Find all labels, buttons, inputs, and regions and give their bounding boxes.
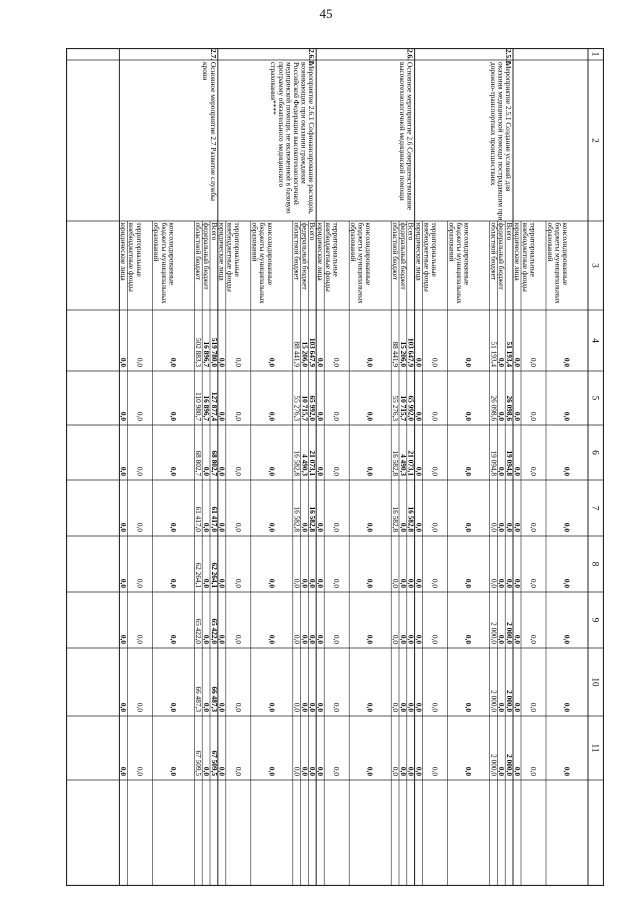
budget-table	[66, 48, 604, 886]
value-cell: 0,0	[464, 578, 474, 588]
value-cell: 0,0	[464, 634, 474, 644]
value-cell: 0,0	[430, 466, 440, 476]
value-cell: 0,0	[562, 411, 572, 421]
value-cell: 0,0	[217, 702, 227, 712]
value-cell: 0,0	[332, 578, 342, 588]
value-cell: 16 582,8	[391, 506, 400, 532]
value-cell: 2 000,0	[489, 690, 499, 712]
value-cell: 0,0	[292, 634, 302, 644]
value-cell: 65 992,0	[406, 395, 416, 421]
value-cell: 0,0	[529, 634, 538, 644]
item-code: 2.6.1.	[307, 49, 317, 66]
value-cell: 0,0	[292, 578, 302, 588]
value-cell: 0,0	[168, 357, 178, 367]
value-cell: 0,0	[497, 634, 507, 644]
value-cell: 21 073,1	[308, 450, 318, 476]
source-label: Всего	[505, 222, 514, 241]
value-cell: 0,0	[233, 578, 243, 588]
value-cell: 0,0	[135, 766, 145, 776]
source-label: бюджеты муниципальных	[553, 222, 563, 304]
value-cell: 0,0	[316, 702, 325, 712]
value-cell: 0,0	[308, 634, 318, 644]
value-cell: 0,0	[217, 411, 227, 421]
source-label: образований	[349, 222, 358, 262]
value-cell: 55 276,3	[292, 395, 302, 421]
value-cell: 0,0	[398, 766, 408, 776]
value-cell: 0,0	[202, 466, 211, 476]
value-cell: 0,0	[316, 466, 325, 476]
value-cell: 127 877,4	[209, 391, 219, 421]
rotated-page	[66, 48, 604, 886]
value-cell: 0,0	[332, 522, 342, 532]
value-cell: 0,0	[497, 522, 507, 532]
page-number: 45	[319, 6, 333, 21]
value-cell: 0,0	[562, 357, 572, 367]
source-label: консолидированные	[167, 222, 177, 286]
value-cell: 0,0	[398, 702, 408, 712]
value-cell: 0,0	[430, 766, 440, 776]
source-label: областной бюджет	[391, 222, 400, 281]
value-cell: 2 000,0	[489, 754, 499, 776]
value-cell: 110 980,7	[194, 392, 204, 421]
value-cell: 0,0	[168, 766, 178, 776]
value-cell: 502 883,3	[194, 337, 204, 367]
value-cell: 0,0	[308, 702, 318, 712]
value-cell: 0,0	[119, 466, 129, 476]
column-header-3: 3	[590, 263, 601, 268]
value-cell: 0,0	[202, 522, 211, 532]
value-cell: 4 490,3	[300, 454, 310, 476]
source-label: образований	[152, 222, 162, 262]
value-cell: 65 422,0	[209, 618, 219, 644]
value-cell: 0,0	[391, 702, 400, 712]
source-label: юридические лица	[217, 222, 227, 281]
source-label: Всего	[406, 222, 416, 241]
value-cell: 2 000,0	[505, 690, 514, 712]
source-label: юридические лица	[119, 222, 129, 281]
item-name: высокотехнологичной медицинской помощи	[398, 62, 407, 201]
value-cell: 0,0	[267, 578, 277, 588]
value-cell: 0,0	[529, 578, 538, 588]
value-cell: 66 487,3	[194, 686, 204, 712]
value-cell: 4 490,3	[398, 454, 408, 476]
value-cell: 68 802,7	[209, 450, 219, 476]
value-cell: 0,0	[217, 766, 227, 776]
value-cell: 0,0	[414, 766, 424, 776]
value-cell: 0,0	[332, 766, 342, 776]
value-cell: 0,0	[168, 578, 178, 588]
value-cell: 0,0	[267, 522, 277, 532]
value-cell: 21 073,1	[406, 450, 416, 476]
value-cell: 0,0	[529, 411, 538, 421]
value-cell: 0,0	[233, 522, 243, 532]
item-code: 2.7.	[208, 49, 218, 60]
value-cell: 0,0	[391, 578, 400, 588]
value-cell: 0,0	[308, 578, 318, 588]
value-cell: 0,0	[267, 702, 277, 712]
value-cell: 0,0	[512, 578, 522, 588]
value-cell: 0,0	[529, 702, 538, 712]
value-cell: 0,0	[135, 411, 145, 421]
value-cell: 88 441,9	[292, 341, 302, 367]
value-cell: 0,0	[414, 357, 424, 367]
value-cell: 0,0	[267, 766, 277, 776]
value-cell: 0,0	[464, 466, 474, 476]
source-label: областной бюджет	[489, 222, 499, 281]
source-label: областной бюджет	[194, 222, 204, 281]
source-label: образований	[545, 222, 555, 262]
value-cell: 0,0	[464, 702, 474, 712]
source-label: федеральный бюджет	[202, 222, 211, 290]
value-cell: 0,0	[267, 634, 277, 644]
source-label: образований	[447, 222, 457, 262]
value-cell: 10 715,7	[398, 395, 408, 421]
value-cell: 0,0	[135, 578, 145, 588]
value-cell: 0,0	[168, 634, 178, 644]
source-label: территориальные	[134, 222, 144, 277]
value-cell: 0,0	[332, 634, 342, 644]
value-cell: 62 264,1	[209, 562, 219, 588]
value-cell: 0,0	[217, 466, 227, 476]
value-cell: 0,0	[562, 702, 572, 712]
source-label: юридические лица	[512, 222, 522, 281]
value-cell: 2 000,0	[489, 622, 499, 644]
value-cell: 0,0	[217, 634, 227, 644]
value-cell: 0,0	[365, 411, 375, 421]
source-label: консолидированные	[265, 222, 275, 286]
value-cell: 16 896,7	[202, 395, 211, 421]
value-cell: 0,0	[512, 766, 522, 776]
source-label: бюджеты муниципальных	[159, 222, 169, 304]
value-cell: 0,0	[300, 634, 310, 644]
value-cell: 0,0	[332, 466, 342, 476]
value-cell: 0,0	[414, 522, 424, 532]
value-cell: 15 206,0	[398, 341, 408, 367]
value-cell: 0,0	[316, 766, 325, 776]
value-cell: 0,0	[489, 578, 499, 588]
value-cell: 0,0	[562, 578, 572, 588]
value-cell: 0,0	[529, 357, 538, 367]
item-code: 2.6.	[405, 49, 415, 60]
column-header-11: 11	[590, 743, 601, 753]
value-cell: 0,0	[135, 522, 145, 532]
source-label: консолидированные	[364, 222, 374, 286]
value-cell: 0,0	[365, 357, 375, 367]
item-name: Российской Федерации высокотехнологичной	[292, 62, 301, 205]
value-cell: 0,0	[365, 702, 375, 712]
value-cell: 0,0	[365, 466, 375, 476]
value-cell: 0,0	[505, 522, 514, 532]
value-cell: 0,0	[398, 634, 408, 644]
source-label: федеральный бюджет	[300, 222, 310, 290]
value-cell: 0,0	[464, 766, 474, 776]
value-cell: 0,0	[202, 634, 211, 644]
value-cell: 0,0	[119, 702, 129, 712]
source-label: федеральный бюджет	[398, 222, 408, 290]
value-cell: 0,0	[365, 766, 375, 776]
item-name: Основное мероприятие 2.7 Развитие службы	[208, 62, 218, 201]
value-cell: 0,0	[119, 766, 129, 776]
value-cell: 0,0	[292, 766, 302, 776]
source-label: внебюджетные фонды	[520, 222, 530, 292]
value-cell: 66 487,3	[209, 686, 219, 712]
column-header-10: 10	[590, 677, 601, 687]
value-cell: 0,0	[233, 357, 243, 367]
value-cell: 0,0	[398, 578, 408, 588]
source-label: внебюджетные фонды	[127, 222, 137, 292]
value-cell: 0,0	[414, 578, 424, 588]
value-cell: 19 094,8	[505, 450, 514, 476]
source-label: образований	[250, 222, 260, 262]
value-cell: 0,0	[406, 578, 416, 588]
item-name: Мероприятие 2.5.1 Создание условий для	[504, 62, 513, 192]
source-label: территориальные	[233, 222, 243, 277]
value-cell: 0,0	[365, 578, 375, 588]
value-cell: 0,0	[316, 411, 325, 421]
column-header-9: 9	[590, 617, 601, 623]
value-cell: 62 264,1	[194, 562, 204, 588]
value-cell: 0,0	[267, 357, 277, 367]
column-header-8: 8	[590, 561, 601, 567]
value-cell: 0,0	[497, 578, 507, 588]
value-cell: 0,0	[233, 634, 243, 644]
value-cell: 0,0	[233, 702, 243, 712]
value-cell: 0,0	[217, 357, 227, 367]
value-cell: 0,0	[414, 411, 424, 421]
value-cell: 0,0	[135, 466, 145, 476]
value-cell: 0,0	[217, 578, 227, 588]
value-cell: 0,0	[398, 522, 408, 532]
value-cell: 0,0	[119, 522, 129, 532]
value-cell: 68 802,7	[194, 450, 204, 476]
value-cell: 0,0	[168, 702, 178, 712]
column-header-2: 2	[590, 138, 601, 143]
value-cell: 0,0	[332, 702, 342, 712]
value-cell: 0,0	[529, 522, 538, 532]
value-cell: 0,0	[391, 766, 400, 776]
value-cell: 0,0	[316, 522, 325, 532]
value-cell: 0,0	[562, 766, 572, 776]
value-cell: 10 715,7	[300, 395, 310, 421]
item-name: Мероприятие 2.6.1 Софинансирование расходов,	[307, 62, 317, 214]
value-cell: 0,0	[119, 634, 129, 644]
value-cell: 0,0	[267, 411, 277, 421]
source-label: бюджеты муниципальных	[455, 222, 464, 304]
value-cell: 0,0	[135, 634, 145, 644]
value-cell: 0,0	[332, 357, 342, 367]
value-cell: 0,0	[497, 766, 507, 776]
value-cell: 0,0	[512, 411, 522, 421]
value-cell: 0,0	[430, 702, 440, 712]
value-cell: 67 509,5	[209, 750, 219, 776]
value-cell: 0,0	[430, 357, 440, 367]
value-cell: 0,0	[119, 411, 129, 421]
item-name: Основное мероприятие 2.6 Совершенствование	[405, 62, 415, 210]
value-cell: 0,0	[464, 522, 474, 532]
value-cell: 0,0	[168, 466, 178, 476]
value-cell: 0,0	[119, 357, 129, 367]
column-header-5: 5	[590, 395, 601, 401]
item-code: 2.5.1.	[504, 49, 513, 66]
value-cell: 0,0	[562, 522, 572, 532]
value-cell: 0,0	[464, 357, 474, 367]
value-cell: 0,0	[300, 522, 310, 532]
value-cell: 0,0	[430, 411, 440, 421]
value-cell: 0,0	[168, 522, 178, 532]
value-cell: 55 276,3	[391, 395, 400, 421]
value-cell: 67 509,5	[194, 750, 204, 776]
value-cell: 0,0	[316, 357, 325, 367]
source-label: юридические лица	[414, 222, 424, 281]
value-cell: 0,0	[391, 634, 400, 644]
value-cell: 0,0	[529, 766, 538, 776]
value-cell: 0,0	[202, 702, 211, 712]
value-cell: 0,0	[529, 466, 538, 476]
value-cell: 0,0	[217, 522, 227, 532]
value-cell: 16 582,8	[391, 450, 400, 476]
value-cell: 0,0	[414, 466, 424, 476]
value-cell: 0,0	[316, 634, 325, 644]
source-label: Всего	[209, 222, 219, 241]
item-name: оказания медицинской помощи пострадавшим при	[496, 62, 506, 221]
value-cell: 61 417,0	[194, 506, 204, 532]
column-header-6: 6	[590, 450, 601, 455]
value-cell: 0,0	[497, 357, 507, 367]
value-cell: 0,0	[292, 702, 302, 712]
source-label: бюджеты муниципальных	[258, 222, 268, 304]
value-cell: 0,0	[505, 578, 514, 588]
source-label: территориальные	[331, 222, 341, 277]
value-cell: 26 098,6	[489, 395, 499, 421]
value-cell: 16 582,8	[406, 506, 416, 532]
source-label: внебюджетные фонды	[225, 222, 235, 292]
value-cell: 0,0	[202, 766, 211, 776]
source-label: юридические лица	[316, 222, 325, 281]
source-label: внебюджетные фонды	[422, 222, 432, 292]
value-cell: 0,0	[135, 702, 145, 712]
value-cell: 2 000,0	[505, 754, 514, 776]
source-label: федеральный бюджет	[497, 222, 507, 290]
value-cell: 16 582,8	[308, 506, 318, 532]
value-cell: 0,0	[512, 357, 522, 367]
value-cell: 0,0	[562, 466, 572, 476]
value-cell: 0,0	[497, 702, 507, 712]
value-cell: 0,0	[233, 766, 243, 776]
value-cell: 0,0	[512, 634, 522, 644]
value-cell: 0,0	[497, 411, 507, 421]
column-header-1: 1	[590, 51, 601, 57]
value-cell: 0,0	[562, 634, 572, 644]
source-label: Всего	[308, 222, 318, 241]
value-cell: 16 582,8	[292, 450, 302, 476]
value-cell: 0,0	[365, 634, 375, 644]
item-name: крови	[201, 62, 211, 81]
value-cell: 0,0	[414, 702, 424, 712]
value-cell: 16 582,8	[292, 506, 302, 532]
value-cell: 0,0	[414, 634, 424, 644]
item-name: страхования****	[269, 62, 279, 115]
value-cell: 0,0	[300, 766, 310, 776]
value-cell: 0,0	[430, 634, 440, 644]
value-cell: 65 422,0	[194, 618, 204, 644]
source-label: областной бюджет	[292, 222, 302, 281]
value-cell: 51 193,4	[489, 341, 499, 367]
value-cell: 51 193,4	[505, 341, 514, 367]
value-cell: 15 206,0	[300, 341, 310, 367]
column-header-4: 4	[590, 338, 601, 343]
item-name: возникающих при оказании гражданам	[299, 62, 309, 184]
value-cell: 16 896,7	[202, 341, 211, 367]
value-cell: 19 094,8	[489, 450, 499, 476]
value-cell: 103 647,9	[406, 337, 416, 367]
value-cell: 26 098,6	[505, 395, 514, 421]
value-cell: 0,0	[168, 411, 178, 421]
value-cell: 2 000,0	[505, 622, 514, 644]
item-name: медицинской помощи, не включенной в базовую	[284, 62, 294, 214]
value-cell: 0,0	[512, 702, 522, 712]
column-header-7: 7	[590, 505, 601, 511]
value-cell: 0,0	[300, 702, 310, 712]
value-cell: 0,0	[332, 411, 342, 421]
value-cell: 0,0	[406, 766, 416, 776]
value-cell: 0,0	[316, 578, 325, 588]
value-cell: 0,0	[267, 466, 277, 476]
value-cell: 0,0	[406, 634, 416, 644]
value-cell: 0,0	[233, 466, 243, 476]
value-cell: 0,0	[489, 522, 499, 532]
value-cell: 0,0	[512, 522, 522, 532]
value-cell: 88 441,9	[391, 341, 400, 367]
source-label: территориальные	[430, 222, 439, 277]
value-cell: 61 417,0	[209, 506, 219, 532]
value-cell: 0,0	[365, 522, 375, 532]
value-cell: 0,0	[135, 357, 145, 367]
source-label: территориальные	[528, 222, 538, 277]
value-cell: 0,0	[233, 411, 243, 421]
value-cell: 0,0	[406, 702, 416, 712]
value-cell: 0,0	[464, 411, 474, 421]
value-cell: 0,0	[430, 578, 440, 588]
value-cell: 0,0	[300, 578, 310, 588]
source-label: внебюджетные фонды	[324, 222, 333, 292]
value-cell: 0,0	[512, 466, 522, 476]
item-name: дорожно-транспортных происшествиях	[488, 62, 498, 186]
source-label: консолидированные	[462, 222, 472, 286]
item-name: программу обязательного медицинского	[276, 62, 286, 188]
value-cell: 0,0	[119, 578, 129, 588]
value-cell: 0,0	[430, 522, 440, 532]
value-cell: 65 992,0	[308, 395, 318, 421]
value-cell: 519 780,0	[209, 337, 219, 367]
source-label: бюджеты муниципальных	[356, 222, 366, 304]
value-cell: 0,0	[497, 466, 507, 476]
source-label: консолидированные	[561, 222, 570, 286]
value-cell: 0,0	[202, 578, 211, 588]
value-cell: 103 647,9	[308, 337, 318, 367]
value-cell: 0,0	[308, 766, 318, 776]
